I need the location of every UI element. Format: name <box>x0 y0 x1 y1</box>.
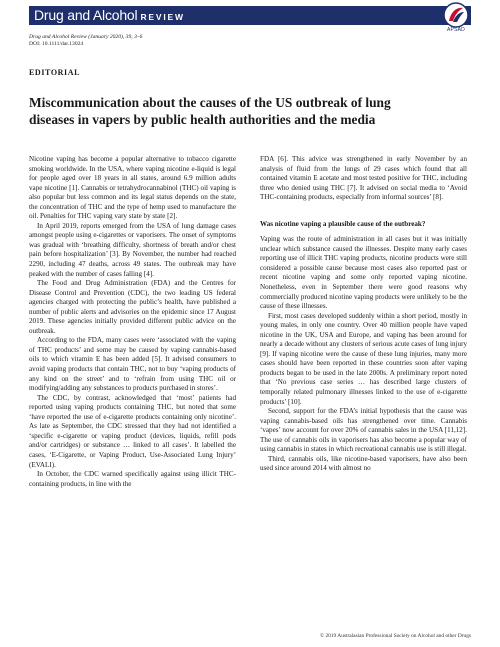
paragraph: First, most cases developed suddenly within a short period, mostly in young males, in only one country. Over 40 million people have vaped nicotine in the UK, USA and Europe, and vaping has been around for nearly a decade without any clusters of serious acute cases of lung injury [9]. If vaping nicotine were the cause of these lung injuries, many more cases should have been reported in these countries soon after vaping products began to be used in the late 2000s. A preliminary report noted that ‘No previous case series … has described large clusters of temporally related pulmonary illnesses linked to the use of e-cigarette products’ [10]. <box>260 311 467 406</box>
paragraph: Vaping was the route of administration in all cases but it was initially unclear which substance caused the illnesses. Despite many early cases reporting use of illicit THC vaping products, nicotine products were still considered a possible cause because most cases also reported past or recent nicotine vaping and some only reported vaping nicotine. Nonetheless, even in September there were good reasons why commercially produced nicotine vaping products were unlikely to be the cause of these illnesses. <box>260 235 467 311</box>
journal-name: Drug and Alcohol <box>34 7 138 23</box>
right-column <box>260 155 467 474</box>
journal-banner <box>29 6 471 25</box>
paragraph: Second, support for the FDA’s initial hypothesis that the cause was vaping cannabis-based oils has strengthened over time. Cannabis ‘vapes’ now account for over 20% of cannabis sales in the USA [11,12]. The use of cannabis oils in vaporisers has also become a popular way of using cannabis in states in which recreational cannabis use is still illegal. <box>260 407 467 454</box>
section-label: EDITORIAL <box>29 68 81 77</box>
copyright-footer: © 2019 Australasian Professional Society on Alcohol and other Drugs <box>320 633 471 639</box>
paragraph: In October, the CDC warned specifically against using illicit THC-containing products, in line with the <box>29 470 236 488</box>
paragraph: FDA [6]. This advice was strengthened in early November by an analysis of fluid from the lungs of 29 cases which found that all contained vitamin E acetate and most tested positive for THC, including three who denied using THC [7]. It advised on social media to ‘Avoid THC-containing products, especially from informal sources’ [8]. <box>260 155 467 202</box>
citation: Drug and Alcohol Review (January 2020), 39, 3–6 <box>29 34 143 40</box>
journal-suffix: REVIEW <box>140 12 185 22</box>
apsad-logo-icon <box>441 2 471 30</box>
journal-title <box>34 6 185 27</box>
article-title: Miscommunication about the causes of the US outbreak of lung diseases in vapers by public health authorities and the media <box>29 95 391 127</box>
paragraph: The CDC, by contrast, acknowledged that ‘most’ patients had reported using vaping products containing THC, but noted that some ‘have reported the use of e-cigarette products containing only nicotine’. As late as September, the CDC stressed that they had not identified a ‘specific e-cigarette or vaping product (devices, liquids, refill pods and/or cartridges) or substance … linked to all cases’. It labelled the cases, ‘E-Cigarette, or Vaping Product, Use-Associated Lung Injury’ (EVALI). <box>29 393 236 469</box>
paragraph: In April 2019, reports emerged from the USA of lung damage cases amongst people using e-cigarettes or vaporisers. The onset of symptoms was gradual with ‘breathing difficulty, shortness of breath and/or chest pain before hospitalization’ [3]. By November, the number had reached 2290, including 47 deaths, across 49 states. The outbreak may have peaked with the number of cases falling [4]. <box>29 221 236 278</box>
doi: DOI: 10.1111/dar.13024 <box>29 41 84 47</box>
paragraph: According to the FDA, many cases were ‘associated with the vaping of THC products’ and some may be caused by vaping cannabis-based oils to which vitamin E has been added [5]. It advised consumers to avoid vaping products that contain THC, not to buy ‘vaping products of any kind on the street’ and to ‘refrain from using THC oil or modifying/adding any substances to products purchased in stores’. <box>29 336 236 393</box>
paragraph: Third, cannabis oils, like nicotine-based vaporisers, have also been used since around 2014 with almost no <box>260 454 467 473</box>
paragraph: The Food and Drug Administration (FDA) and the Centres for Disease Control and Prevention (CDC), the two leading US federal agencies charged with protecting the public’s health, have published a number of public alerts and advisories on the epidemic since 17 August 2019. These agencies initially provided different public advice on the outbreak. <box>29 279 236 335</box>
apsad-logo-label: APSAD <box>447 27 465 33</box>
section-heading: Was nicotine vaping a plausible cause of the outbreak? <box>260 219 426 228</box>
paragraph: Nicotine vaping has become a popular alternative to tobacco cigarette smoking worldwide. In the USA, where vaping nicotine e-liquid is legal for people aged over 18 years in all states, around 6.9 million adults vape nicotine [1]. Cannabis or tetrahydrocannabinol (THC) oil vaping is also popular but less common and its legal status depends on the state, the concentration of THC and the type of hemp used to manufacture the oil. Penalties for THC vaping vary state by state [2]. <box>29 155 236 221</box>
left-column <box>29 155 236 489</box>
